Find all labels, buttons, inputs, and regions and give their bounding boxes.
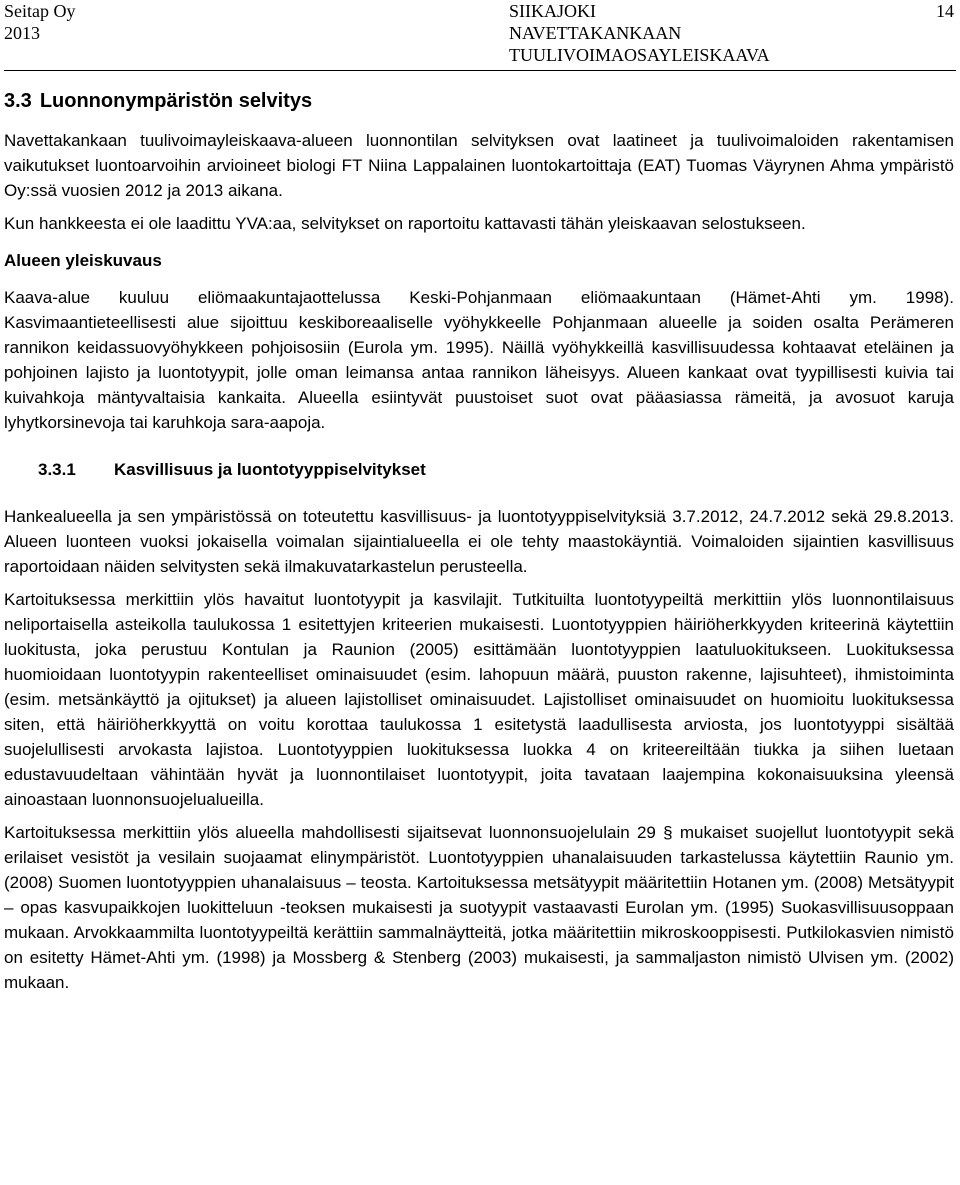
section-title: Luonnonympäristön selvitys (39, 90, 313, 112)
header-municipality: SIIKAJOKI (509, 1, 596, 21)
survey-paragraph-1: Hankealueella ja sen ympäristössä on toteutettu kasvillisuus- ja luontotyyppiselvityksiä 3.7.2012, 24.7.2012 sekä 29.8.2013. Alueen luonteen vuoksi jokaisella voimalan sijaintialueella ei ole tehty maastokäyntiä. Voimaloiden sijaintien kasvillisuus raportoidaan näiden selvitysten sekä ilmakuvatarkastelun perusteella. (4, 507, 954, 576)
subsection-number: 3.3.1 (38, 460, 76, 479)
section-heading (4, 88, 954, 114)
header-project: NAVETTAKANKAAN (509, 23, 682, 43)
header-plan-type: TUULIVOIMAOSAYLEISKAAVA (509, 45, 770, 65)
overview-heading: Alueen yleiskuvaus (4, 251, 162, 270)
header-divider (4, 70, 956, 71)
intro-paragraph-1: Navettakankaan tuulivoimayleiskaava-alueen luonnontilan selvityksen ovat laatineet ja tuulivoimaloiden rakentamisen vaikutukset luontoarvoihin arvioineet biologi FT Niina Lappalainen luontokartoittaja (EAT) Tuomas Väyrynen Ahma ympäristö Oy:ssä vuosien 2012 ja 2013 aikana. (4, 131, 954, 200)
header-year: 2013 (4, 23, 40, 43)
survey-paragraph-2: Kartoituksessa merkittiin ylös havaitut luontotyypit ja kasvilajit. Tutkituilta luontotyypeiltä merkittiin ylös luonnontilaisuus neliportaisella asteikolla taulukossa 1 esitettyjen kriteerien mukaisesti. Luontotyyppien häiriöherkkyyden kriteerinä käytettiin luokitusta, joka perustuu Kontulan ja Raunion (2005) esittämään luontotyyppien laatuluokitukseen. Luokituksessa huomioidaan luontotyypin rakenteelliset ominaisuudet (esim. lahopuun määrä, puuston rakenne, lajisuhteet), ihmistoiminta (esim. metsänkäyttö ja ojitukset) ja alueen lajistolliset ominaisuudet. Lajistolliset ominaisuudet on huomioitu luokituksessa siten, että häiriöherkkyyttä on voitu korottaa taulukossa 1 esitetystä laadullisesta arviosta, jos luontotyyppi sisältää suojelullisesti arvokasta lajistoa. Luontotyyppien luokituksessa luokka 4 on kriteereiltään tiukka ja siihen luetaan edustavuudeltaan vähintään hyvät ja luonnontilaiset luontotyypit, joita tavataan laajempina kokonaisuuksina yleensä ainoastaan luonnonsuojelualueilla. (4, 590, 954, 809)
survey-paragraph-3: Kartoituksessa merkittiin ylös alueella mahdollisesti sijaitsevat luonnonsuojelulain 29 § mukaiset suojellut luontotyypit sekä erilaiset vesistöt ja vesilain suojaamat elinympäristöt. Luontotyyppien uhanalaisuuden tarkastelussa käytettiin Raunio ym. (2008) Suomen luontotyyppien uhanalaisuus – teosta. Kartoituksessa metsätyypit määritettiin Hotanen ym. (2008) Metsätyypit – opas kasvupaikkojen luokitteluun -teoksen mukaisesti ja suotyypit vastaavasti Eurolan ym. (1995) Suokasvillisuusoppaan mukaan. Arvokkaammilta luontotyypeiltä kerättiin sammalnäytteitä, jotka määritettiin mikroskooppisesti. Putkilokasvien nimistö on esitetty Hämet-Ahti ym. (1998) ja Mossberg & Stenberg (2003) mukaisesti, ja sammaljaston nimistö Ulvisen ym. (2002) mukaan. (4, 823, 954, 992)
page-number: 14 (936, 1, 954, 21)
section-number: 3.3 (4, 90, 32, 112)
subsection-title: Kasvillisuus ja luontotyyppiselvitykset (114, 460, 426, 479)
header-company: Seitap Oy (4, 1, 76, 21)
document-body (4, 88, 954, 995)
subsection-heading (4, 457, 954, 482)
intro-paragraph-2: Kun hankkeesta ei ole laadittu YVA:aa, selvitykset on raportoitu kattavasti tähän yleiskaavan selostukseen. (4, 214, 806, 233)
header-center (509, 0, 770, 66)
overview-paragraph: Kaava-alue kuuluu eliömaakuntajaottelussa Keski-Pohjanmaan eliömaakuntaan (Hämet-Ahti ym. 1998). Kasvimaantieteellisesti alue sijoittuu keskiboreaaliselle vyöhykkeelle Pohjanmaan alueelle ja soiden osalta Perämeren rannikon keidassuovyöhykkeen pohjoisosiin (Eurola ym. 1995). Näillä vyöhykkeillä kasvillisuudessa kohtaavat eteläinen ja pohjoinen lajisto ja luontotyypit, jolle oman leimansa antaa rannikon läheisyys. Alueen kankaat ovat tyypillisesti kuivia tai kuivahkoja mäntyvaltaisia kankaita. Alueella esiintyvät puustoiset suot ovat pääasiassa rämeitä, ja avosuot karuja lyhytkorsinevoja tai karuhkoja sara-aapoja. (4, 288, 954, 432)
header-left (4, 0, 76, 44)
